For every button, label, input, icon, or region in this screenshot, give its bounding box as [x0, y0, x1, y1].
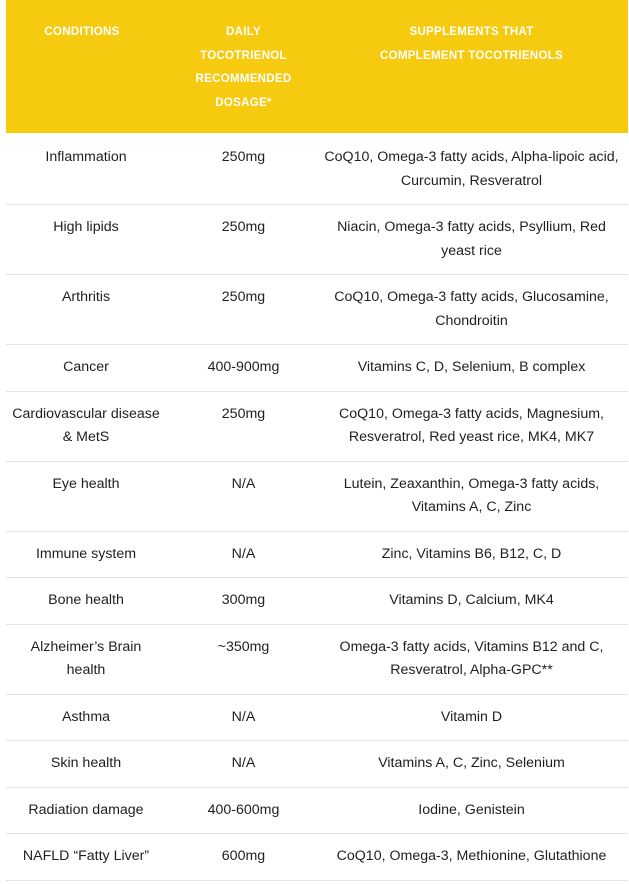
condition-cell: Bone health	[6, 578, 172, 625]
supplements-cell: CoQ10, Omega-3 fatty acids, Alpha-lipoic acid, Curcumin, Resveratrol	[324, 149, 619, 189]
condition-cell: Eye health	[6, 461, 172, 531]
supplements-cell: Vitamin D	[315, 694, 628, 741]
supplements-cell: Lutein, Zeaxanthin, Omega-3 fatty acids, Vitamins A, C, Zinc	[315, 461, 628, 531]
supplements-cell: CoQ10, Omega-3 fatty acids, Magnesium, Resveratrol, Red yeast rice, MK4, MK7	[315, 391, 628, 461]
supplements-cell: CoQ10, Omega-3 fatty acids, Glucosamine, Chondroitin	[315, 275, 628, 345]
condition-cell: Skin health	[6, 741, 172, 788]
table-row	[6, 834, 628, 881]
header-conditions	[6, 0, 172, 133]
table-row	[6, 133, 628, 205]
tocotrienol-dosage-table	[6, 0, 628, 881]
condition-cell: Immune system	[6, 531, 172, 578]
dosage-cell: N/A	[172, 461, 315, 531]
supplements-cell: Niacin, Omega-3 fatty acids, Psyllium, Red yeast rice	[315, 205, 628, 275]
header-supplements-line: COMPLEMENT TOCOTRIENOLS	[379, 49, 564, 62]
table-row	[6, 694, 628, 741]
table-header	[6, 0, 628, 133]
header-dosage-line: TOCOTRIENOL	[200, 49, 287, 62]
table-row	[6, 741, 628, 788]
condition-cell: Asthma	[6, 694, 172, 741]
dosage-cell: ~350mg	[172, 624, 315, 694]
header-dosage-line: DAILY	[226, 26, 261, 38]
supplements-cell: Zinc, Vitamins B6, B12, C, D	[315, 531, 628, 578]
header-dosage-line: RECOMMENDED	[195, 73, 292, 85]
table-row	[6, 345, 628, 392]
header-conditions-label: CONDITIONS	[44, 26, 120, 38]
table-row	[6, 531, 628, 578]
tocotrienol-table-container	[6, 0, 628, 881]
dosage-cell: 600mg	[172, 834, 315, 881]
header-dosage-line: DOSAGE*	[215, 96, 272, 109]
dosage-cell: 250mg	[221, 149, 266, 165]
dosage-cell: N/A	[172, 741, 315, 788]
header-dosage	[172, 0, 315, 133]
table-row	[6, 275, 628, 345]
condition-cell: Cancer	[6, 345, 172, 392]
supplements-cell: Omega-3 fatty acids, Vitamins B12 and C, Resveratrol, Alpha-GPC**	[315, 624, 628, 694]
table-row	[6, 624, 628, 694]
header-supplements	[315, 0, 628, 133]
table-row	[6, 787, 628, 834]
table-row	[6, 461, 628, 531]
supplements-cell: CoQ10, Omega-3, Methionine, Glutathione	[315, 834, 628, 881]
dosage-cell: 250mg	[172, 205, 315, 275]
dosage-cell: 250mg	[172, 275, 315, 345]
table-row	[6, 578, 628, 625]
supplements-cell: Vitamins A, C, Zinc, Selenium	[315, 741, 628, 788]
condition-cell: Cardiovascular disease & MetS	[6, 391, 172, 461]
dosage-cell: N/A	[172, 531, 315, 578]
supplements-cell: Vitamins C, D, Selenium, B complex	[315, 345, 628, 392]
dosage-cell: N/A	[172, 694, 315, 741]
condition-cell: High lipids	[6, 205, 172, 275]
condition-cell: Arthritis	[6, 275, 172, 345]
table-body	[6, 133, 628, 880]
header-row	[6, 0, 628, 133]
condition-cell: Inflammation	[45, 149, 127, 165]
dosage-cell: 250mg	[172, 391, 315, 461]
condition-cell: Radiation damage	[6, 787, 172, 834]
dosage-cell: 300mg	[172, 578, 315, 625]
dosage-cell: 400-600mg	[172, 787, 315, 834]
dosage-cell: 400-900mg	[172, 345, 315, 392]
condition-cell: NAFLD “Fatty Liver”	[6, 834, 172, 881]
supplements-cell: Vitamins D, Calcium, MK4	[315, 578, 628, 625]
condition-cell: Alzheimer’s Brain health	[6, 624, 172, 694]
table-row	[6, 391, 628, 461]
supplements-cell: Iodine, Genistein	[315, 787, 628, 834]
header-supplements-line: SUPPLEMENTS THAT	[409, 26, 534, 38]
table-row	[6, 205, 628, 275]
